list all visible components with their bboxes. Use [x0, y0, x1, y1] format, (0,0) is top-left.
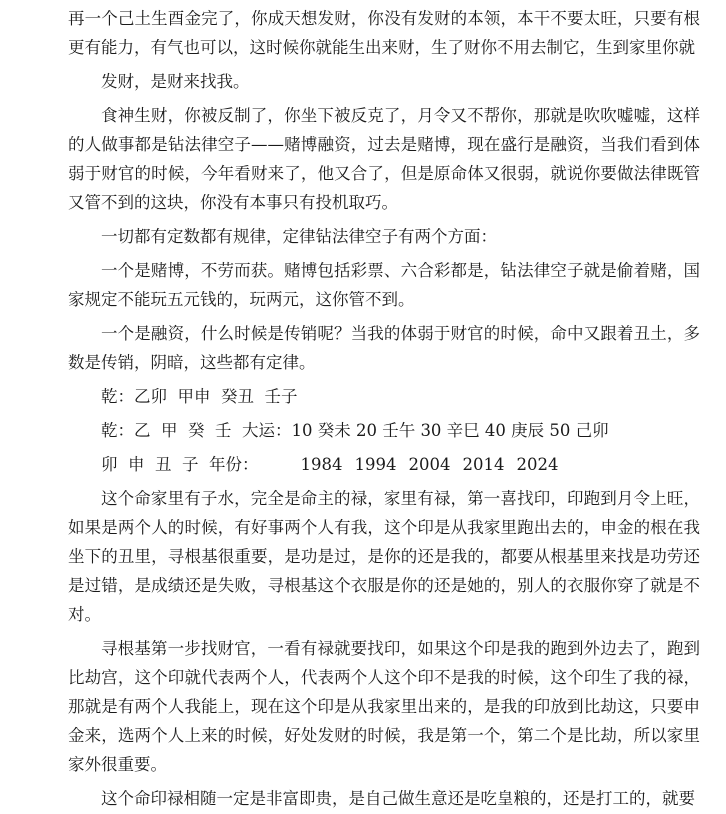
- bazi-chart-line-1: 乾：乙卯 甲申 癸丑 壬子: [101, 387, 298, 406]
- paragraph-5: 一个是赌博，不劳而获。赌博包括彩票、六合彩都是，钻法律空子就是偷着赌，国家规定不能玩五元钱的，玩两元，这你管不到。: [68, 261, 700, 309]
- branches-label: 卯 申 丑 子 年份：: [101, 455, 259, 474]
- paragraph-2: 发财，是财来找我。: [101, 72, 250, 91]
- year-1: 1984: [300, 455, 343, 474]
- bazi-chart-line-2: [68, 416, 700, 445]
- paragraph-8: 寻根基第一步找财官，一看有禄就要找印，如果这个印是我的跑到外边去了，跑到比劫宫，这个印就代表两个人，代表两个人这个印不是我的时候，这个印生了我的禄，那就是有两个人我能上，现在这个印是从我家里出来的，是我的印放到比劫这，只要申金来，选两个人上来的时候，好处发财的时候，我是第一个，第二个是比劫，所以家里家外很重要。: [68, 639, 700, 774]
- year-2: 1994: [354, 455, 397, 474]
- year-5: 2024: [516, 455, 559, 474]
- bazi-chart-line-3: [68, 450, 700, 479]
- year-3: 2004: [408, 455, 451, 474]
- paragraph-1: 再一个己土生酉金完了，你成天想发财，你没有发财的本领，本干不要太旺，只要有根更有能力，有气也可以，这时候你就能生出来财，生了财你不用去制它，生到家里你就: [68, 9, 700, 57]
- paragraph-9: 这个命印禄相随一定是非富即贵，是自己做生意还是吃皇粮的，还是打工的，就要: [101, 789, 695, 808]
- paragraph-3: 食神生财，你被反制了，你坐下被反克了，月令又不帮你，那就是吹吹嘘嘘，这样的人做事都是钻法律空子——赌博融资，过去是赌博，现在盛行是融资，当我们看到体弱于财官的时候，今年看财来了，他又合了，但是原命体又很弱，就说你要做法律既管又管不到的这块，你没有本事只有投机取巧。: [68, 106, 700, 212]
- year-4: 2014: [462, 455, 505, 474]
- chart-label: 乾：乙 甲 癸 壬 大运：: [101, 421, 292, 440]
- paragraph-4: 一切都有定数都有规律，定律钻法律空子有两个方面：: [101, 227, 497, 246]
- paragraph-6: 一个是融资，什么时候是传销呢？当我的体弱于财官的时候，命中又跟着丑土，多数是传销，阴暗，这些都有定律。: [68, 324, 700, 372]
- paragraph-7: 这个命家里有子水，完全是命主的禄，家里有禄，第一喜找印，印跑到月令上旺，如果是两个人的时候，有好事两个人有我，这个印是从我家里跑出去的，申金的根在我坐下的丑里，寻根基很重要，是功是过，是你的还是我的，都要从根基里来找是功劳还是过错，是成绩还是失败，寻根基这个衣服是你的还是她的，别人的衣服你穿了就是不对。: [68, 489, 700, 624]
- dayun-list: 10 癸未 20 壬午 30 辛巳 40 庚辰 50 己卯: [291, 421, 609, 440]
